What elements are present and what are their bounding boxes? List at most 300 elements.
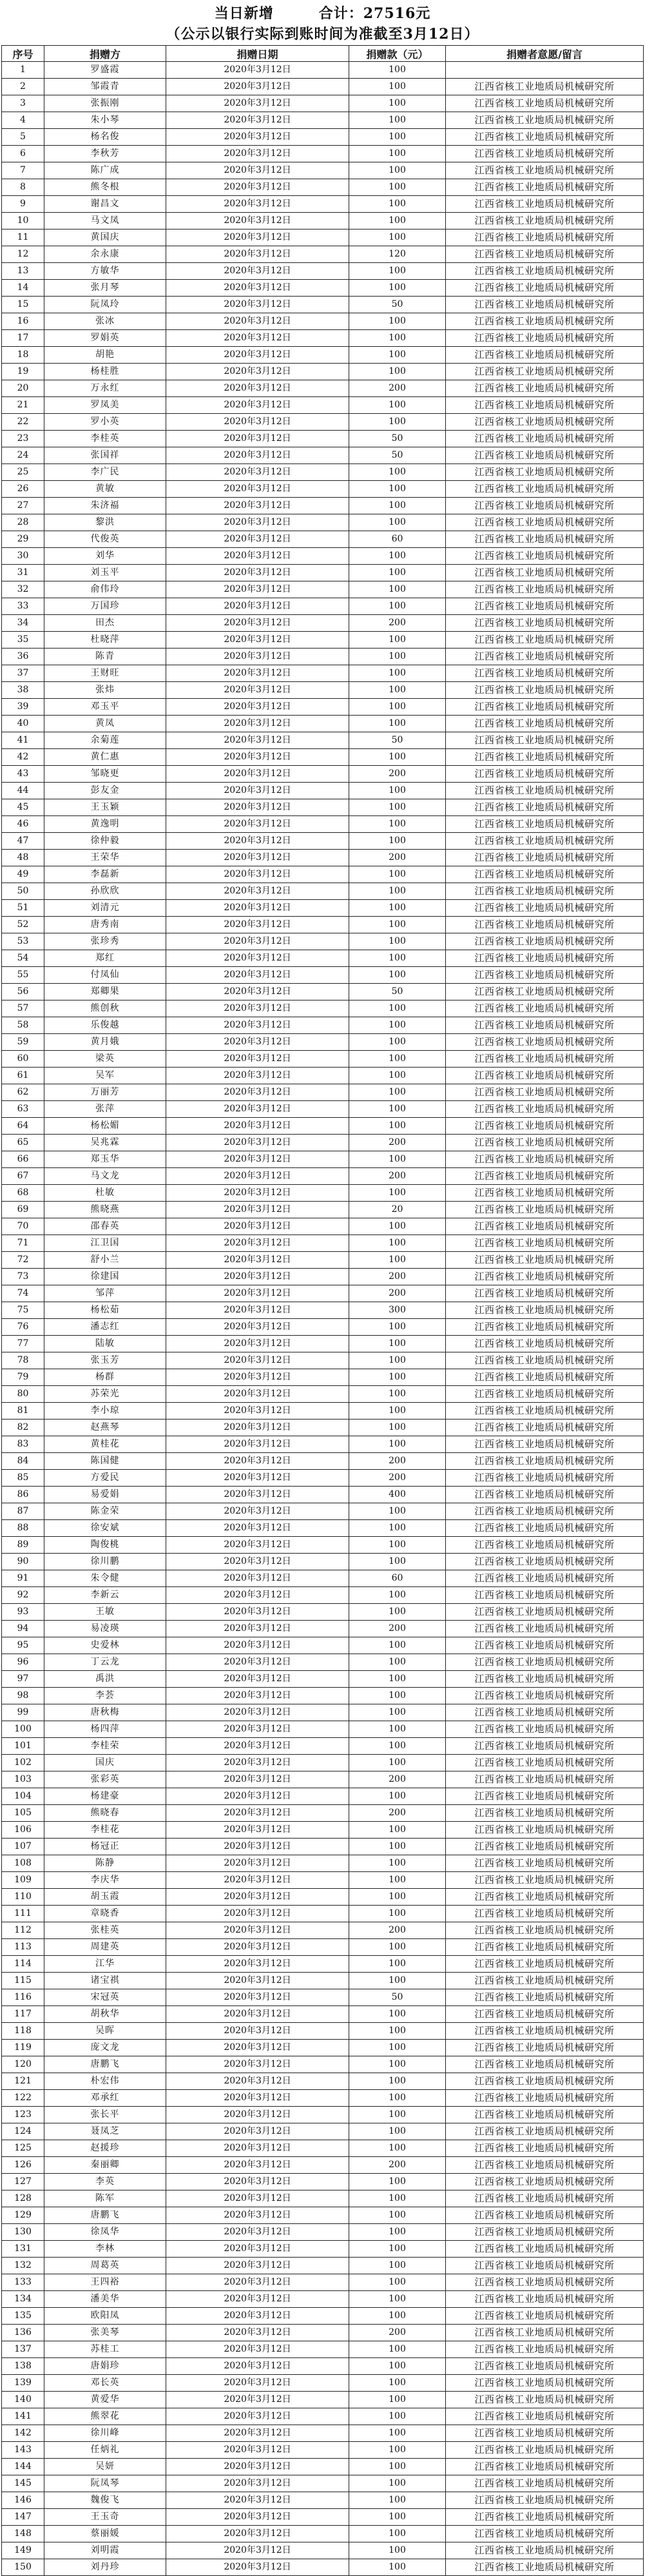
cell-donor: 江卫国: [44, 1235, 166, 1252]
cell-index: 41: [2, 732, 44, 749]
cell-donor: 乐俊越: [44, 1017, 166, 1034]
cell-amount: 200: [349, 380, 446, 397]
cell-index: 13: [2, 263, 44, 280]
cell-date: 2020年3月12日: [166, 2492, 349, 2509]
cell-date: 2020年3月12日: [166, 447, 349, 464]
table-row: [2, 196, 644, 213]
cell-index: 145: [2, 2475, 44, 2492]
table-row: [2, 447, 644, 464]
table-row: [2, 2492, 644, 2509]
cell-remark: 江西省核工业地质局机械研究所: [446, 682, 644, 699]
cell-remark: 江西省核工业地质局机械研究所: [446, 967, 644, 984]
cell-index: 59: [2, 1034, 44, 1051]
table-row: [2, 1269, 644, 1285]
cell-amount: 100: [349, 1336, 446, 1352]
cell-donor: 杨冠正: [44, 1839, 166, 1855]
cell-date: 2020年3月12日: [166, 1151, 349, 1168]
table-row: [2, 1906, 644, 1922]
table-row: [2, 1000, 644, 1017]
cell-date: 2020年3月12日: [166, 1973, 349, 1989]
table-row: [2, 1235, 644, 1252]
cell-date: 2020年3月12日: [166, 397, 349, 414]
cell-date: 2020年3月12日: [166, 464, 349, 481]
cell-remark: 江西省核工业地质局机械研究所: [446, 1017, 644, 1034]
table-row: [2, 1369, 644, 1386]
cell-date: 2020年3月12日: [166, 95, 349, 112]
cell-remark: 江西省核工业地质局机械研究所: [446, 565, 644, 581]
cell-date: 2020年3月12日: [166, 2258, 349, 2274]
table-row: [2, 565, 644, 581]
cell-amount: 100: [349, 1051, 446, 1068]
cell-donor: 王四裕: [44, 2274, 166, 2291]
cell-index: 9: [2, 196, 44, 213]
cell-date: 2020年3月12日: [166, 347, 349, 364]
table-row: [2, 1520, 644, 1537]
table-row: [2, 1503, 644, 1520]
cell-remark: 江西省核工业地质局机械研究所: [446, 280, 644, 297]
cell-remark: 江西省核工业地质局机械研究所: [446, 883, 644, 900]
cell-index: 72: [2, 1252, 44, 1269]
cell-date: 2020年3月12日: [166, 2241, 349, 2258]
table-row: [2, 1218, 644, 1235]
cell-date: 2020年3月12日: [166, 1202, 349, 1218]
cell-amount: 200: [349, 1453, 446, 1470]
cell-donor: 王财旺: [44, 665, 166, 682]
cell-date: 2020年3月12日: [166, 2459, 349, 2475]
cell-index: 118: [2, 2023, 44, 2040]
cell-amount: 100: [349, 330, 446, 347]
cell-amount: 50: [349, 297, 446, 313]
cell-amount: 100: [349, 229, 446, 246]
cell-index: 105: [2, 1805, 44, 1822]
table-row: [2, 799, 644, 816]
cell-date: 2020年3月12日: [166, 263, 349, 280]
cell-index: 32: [2, 581, 44, 598]
cell-date: 2020年3月12日: [166, 2207, 349, 2224]
cell-donor: 李桂英: [44, 431, 166, 447]
cell-donor: 庞文龙: [44, 2040, 166, 2056]
cell-index: 146: [2, 2492, 44, 2509]
cell-donor: 吴军: [44, 1068, 166, 1084]
cell-index: 39: [2, 699, 44, 716]
cell-index: 49: [2, 866, 44, 883]
cell-date: 2020年3月12日: [166, 2325, 349, 2341]
table-row: [2, 1755, 644, 1771]
cell-amount: 100: [349, 581, 446, 598]
table-row: [2, 1554, 644, 1570]
cell-date: 2020年3月12日: [166, 1570, 349, 1587]
cell-amount: 200: [349, 1621, 446, 1637]
cell-date: 2020年3月12日: [166, 649, 349, 665]
cell-amount: 120: [349, 246, 446, 263]
cell-remark: 江西省核工业地质局机械研究所: [446, 548, 644, 565]
cell-donor: 彭友金: [44, 783, 166, 799]
cell-donor: 徐仲毅: [44, 833, 166, 850]
cell-amount: 200: [349, 1470, 446, 1487]
cell-index: 26: [2, 481, 44, 498]
cell-amount: 100: [349, 2509, 446, 2526]
cell-remark: 江西省核工业地质局机械研究所: [446, 1755, 644, 1771]
cell-remark: 江西省核工业地质局机械研究所: [446, 1470, 644, 1487]
cell-date: 2020年3月12日: [166, 531, 349, 548]
table-row: [2, 229, 644, 246]
cell-remark: 江西省核工业地质局机械研究所: [446, 380, 644, 397]
cell-donor: 黄桂花: [44, 1436, 166, 1453]
cell-amount: 100: [349, 1956, 446, 1973]
page-title: [0, 4, 645, 23]
cell-amount: 100: [349, 1554, 446, 1570]
cell-donor: 田杰: [44, 615, 166, 632]
table-row: [2, 2258, 644, 2274]
cell-remark: 江西省核工业地质局机械研究所: [446, 1386, 644, 1403]
cell-remark: 江西省核工业地质局机械研究所: [446, 1721, 644, 1738]
cell-amount: 100: [349, 1587, 446, 1604]
table-row: [2, 1017, 644, 1034]
cell-amount: 50: [349, 732, 446, 749]
cell-donor: 刘清元: [44, 900, 166, 917]
cell-donor: 郑红: [44, 950, 166, 967]
cell-remark: 江西省核工业地质局机械研究所: [446, 1352, 644, 1369]
cell-donor: 宋冠英: [44, 1989, 166, 2006]
cell-date: 2020年3月12日: [166, 1906, 349, 1922]
cell-date: 2020年3月12日: [166, 816, 349, 833]
table-row: [2, 2241, 644, 2258]
cell-donor: 张长平: [44, 2107, 166, 2123]
cell-donor: 邓长英: [44, 2375, 166, 2392]
cell-date: 2020年3月12日: [166, 380, 349, 397]
cell-date: 2020年3月12日: [166, 866, 349, 883]
cell-donor: 张美琴: [44, 2325, 166, 2341]
cell-date: 2020年3月12日: [166, 917, 349, 933]
table-row: [2, 1855, 644, 1872]
table-row: [2, 2341, 644, 2358]
cell-donor: 孙欣欣: [44, 883, 166, 900]
cell-amount: 100: [349, 1973, 446, 1989]
cell-donor: 阮凤玲: [44, 297, 166, 313]
cell-remark: 江西省核工业地质局机械研究所: [446, 1587, 644, 1604]
cell-index: 93: [2, 1604, 44, 1621]
cell-amount: 100: [349, 1755, 446, 1771]
cell-amount: 200: [349, 1168, 446, 1185]
cell-donor: 杨桂胜: [44, 364, 166, 380]
cell-remark: 江西省核工业地质局机械研究所: [446, 1218, 644, 1235]
cell-donor: 徐川峰: [44, 2425, 166, 2442]
cell-index: 94: [2, 1621, 44, 1637]
table-row: [2, 162, 644, 179]
table-row: [2, 1771, 644, 1788]
cell-index: 108: [2, 1855, 44, 1872]
cell-remark: 江西省核工业地质局机械研究所: [446, 1084, 644, 1101]
cell-date: 2020年3月12日: [166, 2408, 349, 2425]
cell-donor: 陆敏: [44, 1336, 166, 1352]
cell-amount: 100: [349, 1252, 446, 1269]
cell-donor: 熊晓春: [44, 1805, 166, 1822]
cell-amount: 100: [349, 129, 446, 146]
cell-index: 38: [2, 682, 44, 699]
cell-date: 2020年3月12日: [166, 129, 349, 146]
cell-donor: 刘丹珍: [44, 2559, 166, 2576]
cell-index: 69: [2, 1202, 44, 1218]
table-row: [2, 2023, 644, 2040]
cell-amount: 100: [349, 162, 446, 179]
cell-index: 36: [2, 649, 44, 665]
cell-amount: 100: [349, 1185, 446, 1202]
table-row: [2, 263, 644, 280]
cell-index: 19: [2, 364, 44, 380]
cell-amount: 100: [349, 1369, 446, 1386]
cell-index: 89: [2, 1537, 44, 1554]
table-row: [2, 749, 644, 766]
cell-date: 2020年3月12日: [166, 1369, 349, 1386]
table-row: [2, 1822, 644, 1839]
table-row: [2, 2392, 644, 2408]
cell-donor: 舒小兰: [44, 1252, 166, 1269]
cell-index: 57: [2, 1000, 44, 1017]
cell-index: 54: [2, 950, 44, 967]
table-row: [2, 1671, 644, 1688]
table-row: [2, 2157, 644, 2174]
cell-remark: 江西省核工业地质局机械研究所: [446, 833, 644, 850]
cell-donor: 赵援珍: [44, 2140, 166, 2157]
cell-index: 58: [2, 1017, 44, 1034]
cell-index: 79: [2, 1369, 44, 1386]
cell-donor: 陈广成: [44, 162, 166, 179]
table-row: [2, 2040, 644, 2056]
cell-donor: 张月琴: [44, 280, 166, 297]
cell-amount: 400: [349, 1487, 446, 1503]
cell-index: 121: [2, 2073, 44, 2090]
cell-date: 2020年3月12日: [166, 1068, 349, 1084]
cell-donor: 王荣华: [44, 850, 166, 866]
cell-amount: 60: [349, 1570, 446, 1587]
cell-donor: 吴妍: [44, 2459, 166, 2475]
table-row: [2, 2073, 644, 2090]
cell-date: 2020年3月12日: [166, 1637, 349, 1654]
cell-donor: 胡秋华: [44, 2006, 166, 2023]
cell-amount: 100: [349, 1386, 446, 1403]
cell-remark: 江西省核工业地质局机械研究所: [446, 716, 644, 732]
cell-index: 114: [2, 1956, 44, 1973]
cell-index: 10: [2, 213, 44, 229]
cell-index: 138: [2, 2358, 44, 2375]
cell-remark: 江西省核工业地质局机械研究所: [446, 2191, 644, 2207]
cell-donor: 邹晓更: [44, 766, 166, 783]
cell-amount: 200: [349, 850, 446, 866]
cell-date: 2020年3月12日: [166, 1688, 349, 1704]
cell-amount: 100: [349, 2392, 446, 2408]
cell-remark: 江西省核工业地质局机械研究所: [446, 2258, 644, 2274]
cell-index: 83: [2, 1436, 44, 1453]
cell-donor: 陈国健: [44, 1453, 166, 1470]
cell-index: 98: [2, 1688, 44, 1704]
cell-date: 2020年3月12日: [166, 2056, 349, 2073]
cell-donor: 张炜: [44, 682, 166, 699]
cell-index: 143: [2, 2442, 44, 2459]
cell-index: 17: [2, 330, 44, 347]
cell-amount: 100: [349, 2073, 446, 2090]
table-row: [2, 2442, 644, 2459]
cell-date: 2020年3月12日: [166, 2559, 349, 2576]
cell-remark: 江西省核工业地质局机械研究所: [446, 297, 644, 313]
cell-date: 2020年3月12日: [166, 766, 349, 783]
cell-donor: 李林: [44, 2241, 166, 2258]
cell-donor: 刘明霞: [44, 2542, 166, 2559]
cell-index: 48: [2, 850, 44, 866]
cell-date: 2020年3月12日: [166, 313, 349, 330]
cell-date: 2020年3月12日: [166, 2157, 349, 2174]
cell-index: 84: [2, 1453, 44, 1470]
table-row: [2, 1436, 644, 1453]
cell-donor: 黄逸明: [44, 816, 166, 833]
cell-donor: 章晓香: [44, 1906, 166, 1922]
table-row: [2, 917, 644, 933]
cell-date: 2020年3月12日: [166, 2358, 349, 2375]
cell-remark: 江西省核工业地质局机械研究所: [446, 1235, 644, 1252]
cell-date: 2020年3月12日: [166, 1704, 349, 1721]
table-row: [2, 1185, 644, 1202]
cell-donor: 禹洪: [44, 1671, 166, 1688]
cell-amount: 100: [349, 1604, 446, 1621]
table-row: [2, 967, 644, 984]
cell-remark: 江西省核工业地质局机械研究所: [446, 1168, 644, 1185]
table-row: [2, 1252, 644, 1269]
cell-remark: 江西省核工业地质局机械研究所: [446, 1554, 644, 1570]
donation-table: [1, 45, 644, 2576]
cell-remark: 江西省核工业地质局机械研究所: [446, 850, 644, 866]
table-row: [2, 246, 644, 263]
cell-amount: 100: [349, 514, 446, 531]
cell-date: 2020年3月12日: [166, 833, 349, 850]
cell-remark: 江西省核工业地质局机械研究所: [446, 1520, 644, 1537]
cell-index: 43: [2, 766, 44, 783]
cell-index: 103: [2, 1771, 44, 1788]
cell-amount: 100: [349, 1151, 446, 1168]
cell-donor: 谢昌文: [44, 196, 166, 213]
table-row: [2, 1336, 644, 1352]
cell-remark: 江西省核工业地质局机械研究所: [446, 1487, 644, 1503]
table-row: [2, 2056, 644, 2073]
cell-index: 115: [2, 1973, 44, 1989]
cell-amount: 100: [349, 2207, 446, 2224]
table-row: [2, 1302, 644, 1319]
cell-amount: 50: [349, 1989, 446, 2006]
cell-date: 2020年3月12日: [166, 2090, 349, 2107]
cell-amount: 100: [349, 783, 446, 799]
cell-amount: 100: [349, 2090, 446, 2107]
cell-index: 95: [2, 1637, 44, 1654]
table-row: [2, 883, 644, 900]
cell-remark: 江西省核工业地质局机械研究所: [446, 1436, 644, 1453]
cell-remark: 江西省核工业地质局机械研究所: [446, 581, 644, 598]
cell-amount: 100: [349, 1788, 446, 1805]
cell-remark: 江西省核工业地质局机械研究所: [446, 2224, 644, 2241]
cell-date: 2020年3月12日: [166, 2006, 349, 2023]
cell-donor: 朱小琴: [44, 112, 166, 129]
table-row: [2, 1788, 644, 1805]
table-row: [2, 548, 644, 565]
cell-index: 120: [2, 2056, 44, 2073]
cell-donor: 秦丽卿: [44, 2157, 166, 2174]
cell-date: 2020年3月12日: [166, 2023, 349, 2040]
cell-date: 2020年3月12日: [166, 799, 349, 816]
cell-donor: 张萍: [44, 1101, 166, 1118]
cell-remark: 江西省核工业地质局机械研究所: [446, 799, 644, 816]
cell-date: 2020年3月12日: [166, 1604, 349, 1621]
table-row: [2, 397, 644, 414]
cell-remark: 江西省核工业地质局机械研究所: [446, 1034, 644, 1051]
cell-index: 149: [2, 2542, 44, 2559]
cell-date: 2020年3月12日: [166, 514, 349, 531]
cell-amount: 100: [349, 1654, 446, 1671]
cell-index: 117: [2, 2006, 44, 2023]
cell-index: 11: [2, 229, 44, 246]
cell-remark: 江西省核工业地质局机械研究所: [446, 1570, 644, 1587]
cell-donor: 黄月娥: [44, 1034, 166, 1051]
cell-remark: 江西省核工业地质局机械研究所: [446, 2325, 644, 2341]
cell-remark: 江西省核工业地质局机械研究所: [446, 632, 644, 649]
cell-index: 80: [2, 1386, 44, 1403]
cell-index: 81: [2, 1403, 44, 1420]
cell-donor: 李广民: [44, 464, 166, 481]
table-row: [2, 146, 644, 162]
cell-remark: 江西省核工业地质局机械研究所: [446, 2559, 644, 2576]
table-row: [2, 1202, 644, 1218]
cell-index: 133: [2, 2274, 44, 2291]
table-row: [2, 1487, 644, 1503]
cell-amount: 100: [349, 649, 446, 665]
cell-index: 61: [2, 1068, 44, 1084]
cell-donor: 苏荣光: [44, 1386, 166, 1403]
cell-remark: 江西省核工业地质局机械研究所: [446, 1285, 644, 1302]
table-row: [2, 79, 644, 95]
cell-remark: 江西省核工业地质局机械研究所: [446, 2291, 644, 2308]
table-row: [2, 531, 644, 548]
cell-index: 78: [2, 1352, 44, 1369]
cell-date: 2020年3月12日: [166, 1788, 349, 1805]
cell-amount: 100: [349, 464, 446, 481]
cell-amount: 100: [349, 1436, 446, 1453]
cell-remark: 江西省核工业地质局机械研究所: [446, 1151, 644, 1168]
cell-date: 2020年3月12日: [166, 2191, 349, 2207]
cell-amount: 100: [349, 799, 446, 816]
cell-remark: 江西省核工业地质局机械研究所: [446, 364, 644, 380]
cell-date: 2020年3月12日: [166, 632, 349, 649]
cell-remark: 江西省核工业地质局机械研究所: [446, 313, 644, 330]
cell-index: 31: [2, 565, 44, 581]
cell-date: 2020年3月12日: [166, 749, 349, 766]
cell-index: 22: [2, 414, 44, 431]
cell-donor: 易爱娟: [44, 1487, 166, 1503]
cell-index: 90: [2, 1554, 44, 1570]
cell-amount: 100: [349, 2241, 446, 2258]
cell-remark: 江西省核工业地质局机械研究所: [446, 1889, 644, 1906]
cell-remark: 江西省核工业地质局机械研究所: [446, 2023, 644, 2040]
table-row: [2, 95, 644, 112]
table-row: [2, 364, 644, 380]
cell-donor: 万永红: [44, 380, 166, 397]
cell-index: 148: [2, 2526, 44, 2542]
cell-donor: 李磊新: [44, 866, 166, 883]
cell-index: 64: [2, 1118, 44, 1135]
cell-date: 2020年3月12日: [166, 1252, 349, 1269]
cell-donor: 罗娟英: [44, 330, 166, 347]
cell-remark: 江西省核工业地质局机械研究所: [446, 1956, 644, 1973]
cell-index: 63: [2, 1101, 44, 1118]
cell-donor: 陶俊桃: [44, 1537, 166, 1554]
cell-index: 62: [2, 1084, 44, 1101]
cell-index: 139: [2, 2375, 44, 2392]
cell-date: 2020年3月12日: [166, 1503, 349, 1520]
